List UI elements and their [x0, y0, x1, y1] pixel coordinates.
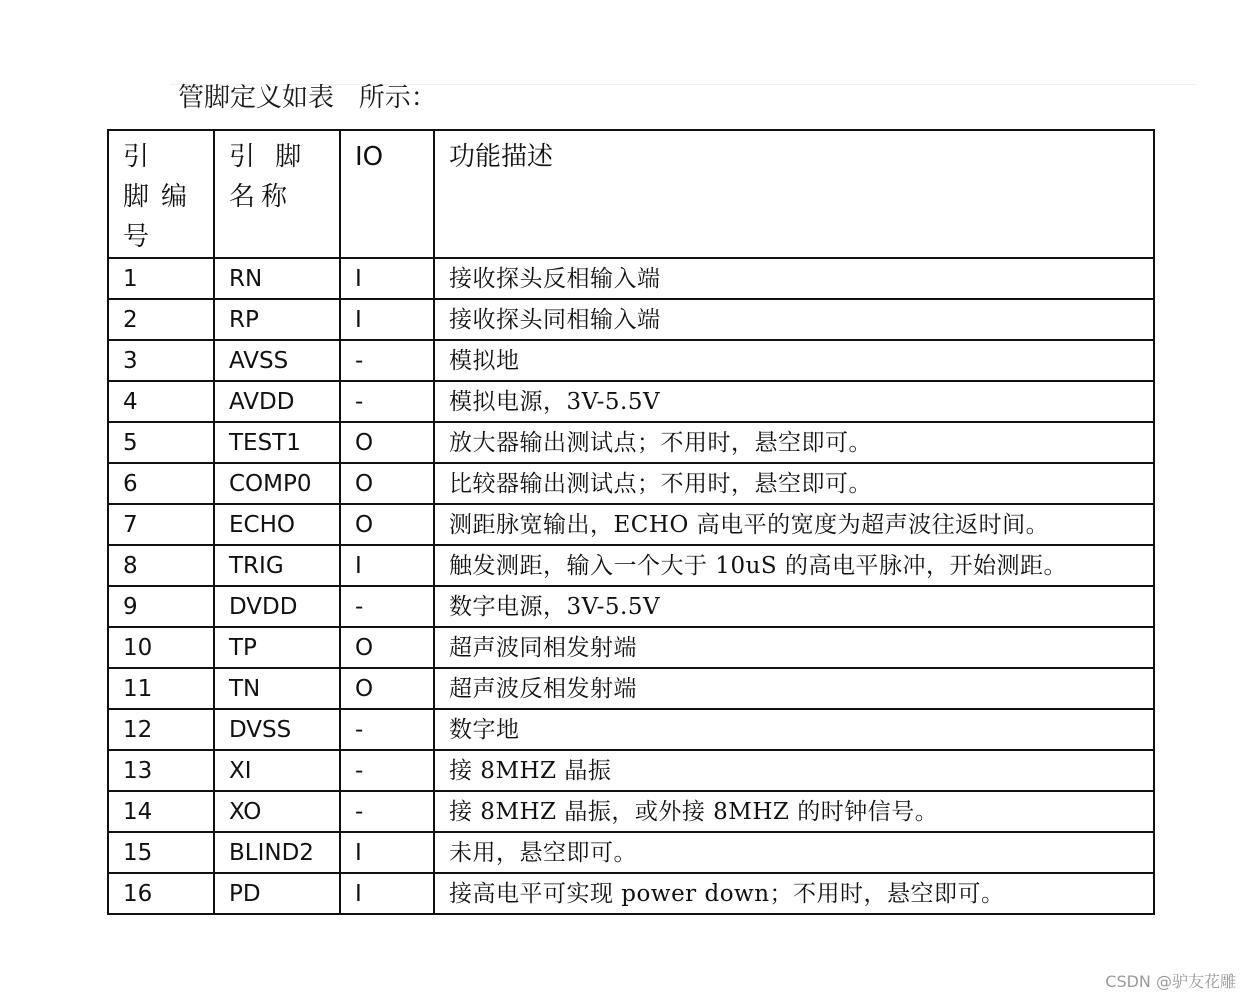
- pin-number-cell: 11: [108, 668, 214, 709]
- pin-number-cell: 15: [108, 832, 214, 873]
- description-cell: 模拟电源，3V-5.5V: [434, 381, 1154, 422]
- description-cell: 测距脉宽输出，ECHO 高电平的宽度为超声波往返时间。: [434, 504, 1154, 545]
- description-cell: 接高电平可实现 power down；不用时，悬空即可。: [434, 873, 1154, 914]
- description-cell: 触发测距，输入一个大于 10uS 的高电平脉冲，开始测距。: [434, 545, 1154, 586]
- description-cell: 接收探头同相输入端: [434, 299, 1154, 340]
- pin-number-cell: 8: [108, 545, 214, 586]
- pin-name-cell: BLIND2: [214, 832, 340, 873]
- io-cell: I: [340, 545, 434, 586]
- description-cell: 接 8MHZ 晶振，或外接 8MHZ 的时钟信号。: [434, 791, 1154, 832]
- pin-number-cell: 16: [108, 873, 214, 914]
- pin-name-cell: COMP0: [214, 463, 340, 504]
- pin-number-cell: 3: [108, 340, 214, 381]
- watermark: CSDN @驴友花雕: [1105, 972, 1236, 991]
- description-cell: 接收探头反相输入端: [434, 258, 1154, 299]
- pin-name-cell: TRIG: [214, 545, 340, 586]
- table-row: [108, 381, 1154, 422]
- table-row: [108, 832, 1154, 873]
- table-row: [108, 750, 1154, 791]
- description-cell: 模拟地: [434, 340, 1154, 381]
- header-io: IO: [340, 130, 434, 258]
- pin-name-cell: RP: [214, 299, 340, 340]
- pin-number-cell: 1: [108, 258, 214, 299]
- io-cell: I: [340, 873, 434, 914]
- pin-number-cell: 5: [108, 422, 214, 463]
- pin-name-cell: TN: [214, 668, 340, 709]
- description-cell: 数字地: [434, 709, 1154, 750]
- table-row: [108, 299, 1154, 340]
- description-cell: 未用，悬空即可。: [434, 832, 1154, 873]
- description-cell: 数字电源，3V-5.5V: [434, 586, 1154, 627]
- table-row: [108, 545, 1154, 586]
- io-cell: -: [340, 381, 434, 422]
- pin-number-cell: 12: [108, 709, 214, 750]
- io-cell: -: [340, 340, 434, 381]
- pin-number-cell: 10: [108, 627, 214, 668]
- pin-number-cell: 7: [108, 504, 214, 545]
- pin-name-cell: DVSS: [214, 709, 340, 750]
- pin-name-cell: DVDD: [214, 586, 340, 627]
- pin-number-cell: 2: [108, 299, 214, 340]
- pin-number-cell: 6: [108, 463, 214, 504]
- io-cell: -: [340, 586, 434, 627]
- table-row: [108, 586, 1154, 627]
- table-row: [108, 627, 1154, 668]
- description-cell: 放大器输出测试点；不用时，悬空即可。: [434, 422, 1154, 463]
- pin-name-cell: XO: [214, 791, 340, 832]
- pin-name-cell: XI: [214, 750, 340, 791]
- io-cell: I: [340, 832, 434, 873]
- io-cell: -: [340, 709, 434, 750]
- description-cell: 接 8MHZ 晶振: [434, 750, 1154, 791]
- header-pin-number: 引 脚编号: [108, 130, 214, 258]
- description-cell: 比较器输出测试点；不用时，悬空即可。: [434, 463, 1154, 504]
- pin-number-cell: 14: [108, 791, 214, 832]
- pin-name-cell: ECHO: [214, 504, 340, 545]
- pin-name-cell: TEST1: [214, 422, 340, 463]
- table-row: [108, 709, 1154, 750]
- table-row: [108, 340, 1154, 381]
- pin-definition-table: [107, 129, 1155, 915]
- header-pin-name: 引 脚 名称: [214, 130, 340, 258]
- table-caption: 管脚定义如表 所示：: [178, 83, 437, 113]
- table-row: [108, 258, 1154, 299]
- pin-name-cell: AVDD: [214, 381, 340, 422]
- io-cell: O: [340, 504, 434, 545]
- pin-name-cell: RN: [214, 258, 340, 299]
- description-cell: 超声波反相发射端: [434, 668, 1154, 709]
- table-row: [108, 873, 1154, 914]
- io-cell: -: [340, 750, 434, 791]
- io-cell: O: [340, 422, 434, 463]
- table-row: [108, 791, 1154, 832]
- table-row: [108, 668, 1154, 709]
- io-cell: O: [340, 463, 434, 504]
- description-cell: 超声波同相发射端: [434, 627, 1154, 668]
- pin-number-cell: 13: [108, 750, 214, 791]
- io-cell: I: [340, 299, 434, 340]
- pin-name-cell: AVSS: [214, 340, 340, 381]
- io-cell: O: [340, 668, 434, 709]
- table-row: [108, 422, 1154, 463]
- pin-number-cell: 9: [108, 586, 214, 627]
- table-row: [108, 463, 1154, 504]
- io-cell: I: [340, 258, 434, 299]
- table-row: [108, 504, 1154, 545]
- header-description: 功能描述: [434, 130, 1154, 258]
- table-header-row: [108, 130, 1154, 258]
- pin-number-cell: 4: [108, 381, 214, 422]
- io-cell: O: [340, 627, 434, 668]
- pin-name-cell: PD: [214, 873, 340, 914]
- pin-name-cell: TP: [214, 627, 340, 668]
- io-cell: -: [340, 791, 434, 832]
